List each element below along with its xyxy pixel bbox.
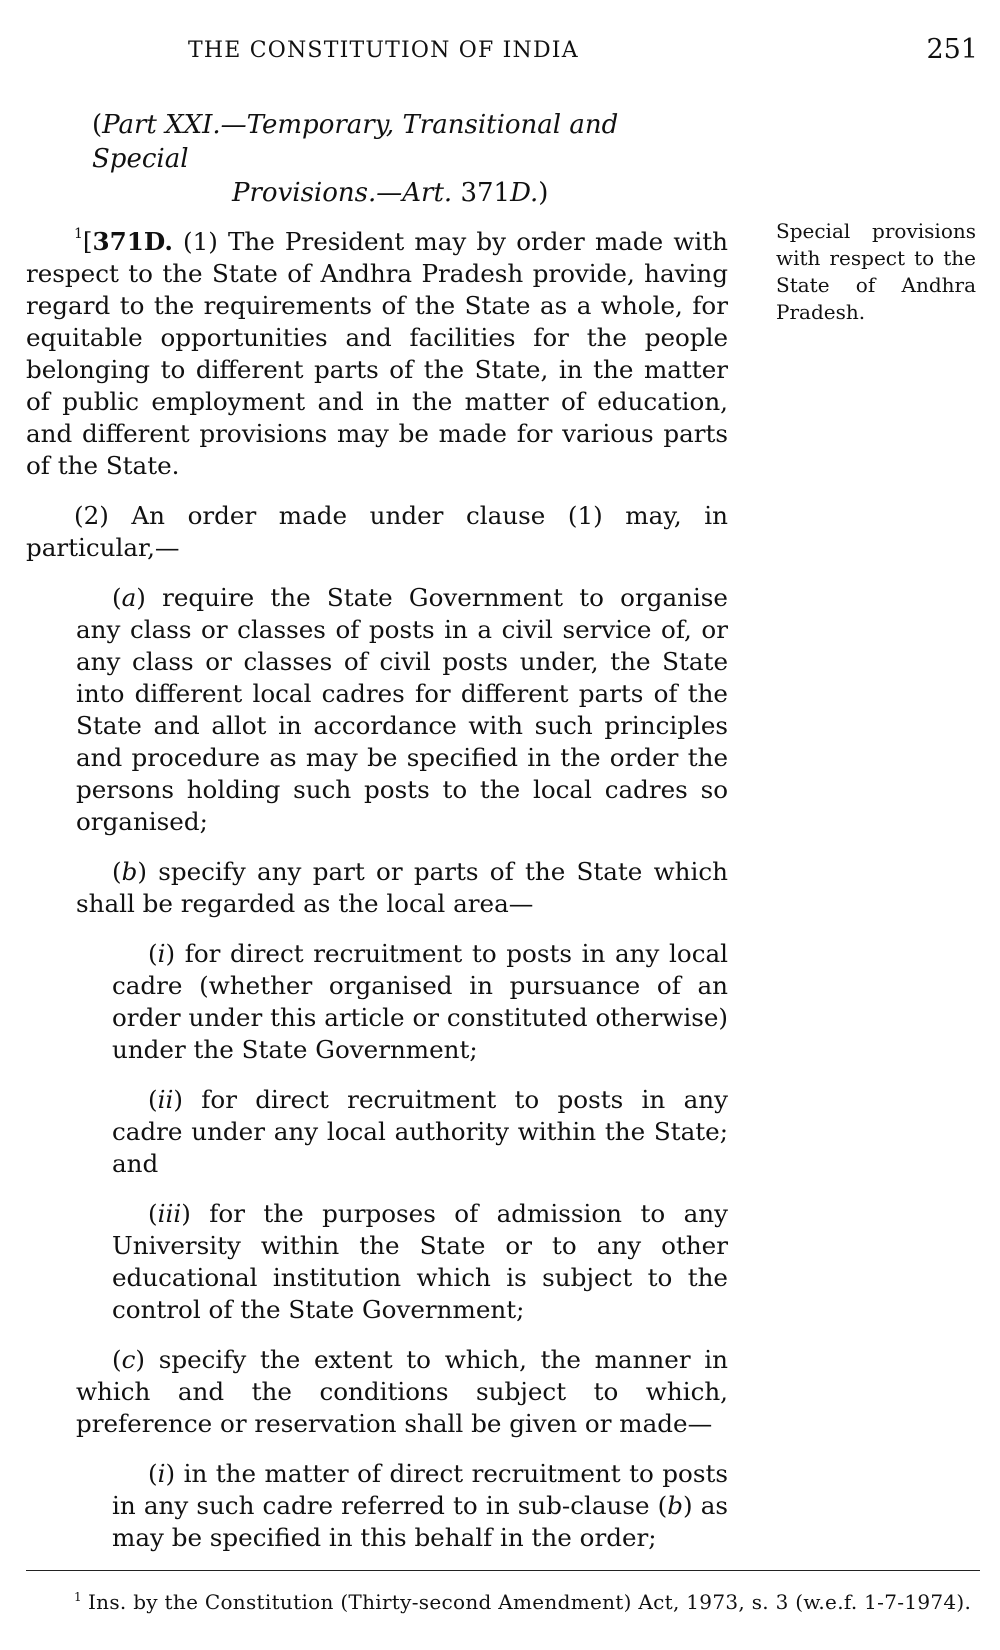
sub-clause-a-label: a xyxy=(121,583,137,612)
part-heading-line1: Part XXI.—Temporary, Transitional and Special xyxy=(92,110,619,174)
sub-clause-c-text: specify the extent to which, the manner in which and the conditions subject to which, preference or reservation shall be given or made— xyxy=(76,1345,728,1438)
sub-clause-c-i-text-a: in the matter of direct recruitment to posts in any such cadre referred to in sub-clause ( xyxy=(112,1459,728,1520)
footnote-divider xyxy=(26,1570,980,1571)
sub-clause-c-i-reference: b xyxy=(667,1491,683,1520)
clause-1-text: (1) The President may by order made with respect to the State of Andhra Pradesh provide, having regard to the requirements of the State as a whole, for equitable opportunities and facilities for the people belonging to different parts of the State, in the matter of public employment and in the matter of education, and different provisions may be made for various parts of the State. xyxy=(26,227,728,480)
clause-1 xyxy=(26,218,728,482)
sub-clause-c-i-text-b: ) as may be specified in this behalf in the order; xyxy=(112,1491,729,1552)
sub-clause-b-label: b xyxy=(121,857,138,886)
sub-clause-c-label: c xyxy=(121,1345,136,1374)
part-heading xyxy=(92,108,672,210)
sub-clause-c-i-label: i xyxy=(157,1459,166,1488)
part-heading-line2: Provisions.—Art. xyxy=(232,178,453,208)
sub-clause-b-ii: (ii) for direct recruitment to posts in any cadre under any local authority within the State; and xyxy=(112,1085,728,1178)
sub-clause-b-iii: (iii) for the purposes of admission to any University within the State or to any other educational institution which is subject to the control of the State Government; xyxy=(112,1199,728,1324)
sub-clause-b-i-label: i xyxy=(157,939,166,968)
part-heading-open-paren: ( xyxy=(92,110,103,140)
sub-clause-b-i: (i) for direct recruitment to posts in any local cadre (whether organised in pursuance of an order under this article or constituted otherwise) under the State Government; xyxy=(112,939,728,1064)
sub-clause-b: (b) specify any part or parts of the State which shall be regarded as the local area— xyxy=(76,857,729,918)
page-number: 251 xyxy=(926,34,978,65)
clause-2-intro: (2) An order made under clause (1) may, in particular,— xyxy=(26,501,728,562)
part-heading-article-number: 371 xyxy=(460,178,511,208)
sub-clause-b-ii-text: for direct recruitment to posts in any cadre under any local authority within the State; and xyxy=(112,1085,728,1178)
sub-clause-a-text: require the State Government to organise any class or classes of posts in a civil service of, or any class or classes of civil posts under, the State into different local cadres for different parts of the State and allot in accordance with such principles and procedure as may be specified in the order the persons holding such posts to the local cadres so organised; xyxy=(76,583,728,836)
part-heading-article-letter: D. xyxy=(510,178,539,208)
sub-clause-b-i-text: for direct recruitment to posts in any local cadre (whether organised in pursuance of an order under this article or constituted otherwise) under the State Government; xyxy=(112,939,728,1064)
part-heading-close-paren: ) xyxy=(538,178,549,208)
sub-clause-b-ii-label: ii xyxy=(157,1085,174,1114)
article-body xyxy=(26,218,728,1572)
article-number: 371D. xyxy=(92,227,173,256)
sub-clause-b-iii-text: for the purposes of admission to any University within the State or to any other educational institution which is subject to the control of the State Government; xyxy=(112,1199,728,1324)
sub-clause-c: (c) specify the extent to which, the manner in which and the conditions subject to which, preference or reservation shall be given or made— xyxy=(76,1345,728,1438)
footnote-reference: 1 xyxy=(74,226,83,242)
sub-clause-c-i: (i) in the matter of direct recruitment to posts in any such cadre referred to in sub-clause (b) as may be specified in this behalf in the order; xyxy=(112,1459,729,1552)
running-header-title: THE CONSTITUTION OF INDIA xyxy=(188,38,579,63)
sub-clause-b-text: specify any part or parts of the State which shall be regarded as the local area— xyxy=(76,857,729,918)
footnote xyxy=(74,1590,980,1614)
footnote-mark: 1 xyxy=(74,1590,82,1604)
sub-clause-b-iii-label: iii xyxy=(157,1199,182,1228)
footnote-text: Ins. by the Constitution (Thirty-second Amendment) Act, 1973, s. 3 (w.e.f. 1-7-1974). xyxy=(87,1590,972,1614)
sub-clause-a: (a) require the State Government to organise any class or classes of posts in a civil service of, or any class or classes of civil posts under, the State into different local cadres for different parts of the State and allot in accordance with such principles and procedure as may be specified in the order the persons holding such posts to the local cadres so organised; xyxy=(76,583,728,836)
insertion-bracket: [ xyxy=(82,227,93,256)
marginal-note: Special provisions with respect to the State of Andhra Pradesh. xyxy=(776,219,976,324)
